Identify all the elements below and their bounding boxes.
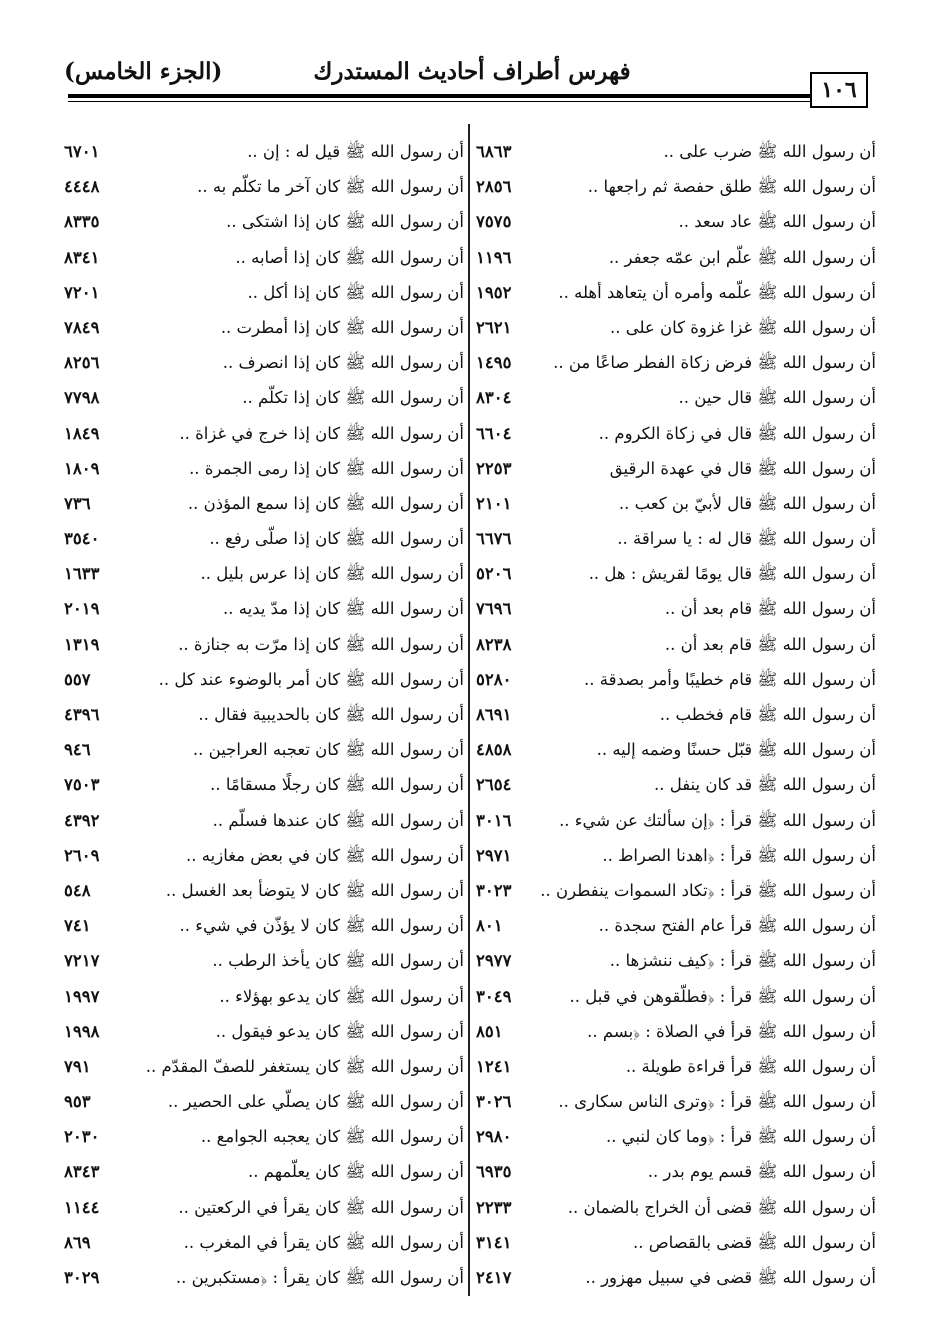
index-entry xyxy=(476,697,876,732)
entry-number: ٢٠١٩ xyxy=(64,599,100,619)
entry-text: أن رسول الله ﷺ قرأ : ﴿تكاد السموات ينفطرن .. xyxy=(540,880,876,900)
entry-text: أن رسول الله ﷺ كان إذا صلّى رفع .. xyxy=(209,529,464,549)
index-entry xyxy=(64,345,464,380)
entry-number: ٦٦٧٦ xyxy=(476,529,512,549)
entry-number: ٤٣٩٦ xyxy=(64,705,100,724)
index-entry xyxy=(64,838,464,873)
index-entry xyxy=(476,943,876,978)
entry-text: أن رسول الله ﷺ علّم ابن عمّه جعفر .. xyxy=(608,247,876,267)
entry-number: ٣٠٢٣ xyxy=(476,880,512,900)
entry-number: ٧٨٤٩ xyxy=(64,317,100,337)
index-entry xyxy=(64,943,464,978)
index-entry xyxy=(476,838,876,873)
entry-text: أن رسول الله ﷺ قال في عهدة الرقيق xyxy=(609,458,876,478)
entry-number: ٩٥٣ xyxy=(64,1092,91,1112)
entry-number: ١٢٤١ xyxy=(476,1056,512,1076)
index-entry xyxy=(64,1154,464,1189)
entry-number: ٨٢٣٨ xyxy=(476,634,512,654)
entry-number: ٩٤٦ xyxy=(64,740,91,760)
index-entry xyxy=(476,204,876,239)
page-title: فهرس أطراف أحاديث المستدرك xyxy=(313,58,631,85)
entry-text: أن رسول الله ﷺ كان إذا سمع المؤذن .. xyxy=(187,493,464,513)
entry-text: أن رسول الله ﷺ قيل له : إن .. xyxy=(247,142,464,161)
index-entry xyxy=(476,310,876,345)
entry-text: أن رسول الله ﷺ كان يدعو بهؤلاء .. xyxy=(219,986,464,1006)
entry-number: ٧٥٧٥ xyxy=(476,212,512,232)
entry-number: ١١٤٤ xyxy=(64,1197,100,1217)
entry-text: أن رسول الله ﷺ قرأ في الصلاة : ﴿بسم .. xyxy=(587,1021,876,1041)
entry-text: أن رسول الله ﷺ قال لأبيّ بن كعب .. xyxy=(618,493,876,513)
index-entry xyxy=(64,134,464,169)
entry-number: ٢٢٥٣ xyxy=(476,458,512,478)
index-entry xyxy=(476,275,876,310)
right-column xyxy=(476,134,876,1295)
entry-number: ٢٠٣٠ xyxy=(64,1127,100,1147)
entry-number: ١٩٩٨ xyxy=(64,1021,100,1041)
entry-text: أن رسول الله ﷺ كان يصلّي على الحصير .. xyxy=(167,1092,464,1112)
entry-number: ٨٣٤١ xyxy=(64,247,100,267)
index-entry xyxy=(64,1084,464,1119)
entry-text: أن رسول الله ﷺ كان إذا مدّ يديه .. xyxy=(222,599,464,619)
entry-number: ٣٠٢٦ xyxy=(476,1092,512,1112)
entry-number: ٨٦٩١ xyxy=(476,705,512,724)
entry-text: أن رسول الله ﷺ طلق حفصة ثم راجعها .. xyxy=(587,177,876,197)
entry-number: ٨٢٥٦ xyxy=(64,353,100,373)
page-header xyxy=(62,52,870,114)
index-entry xyxy=(476,169,876,204)
entry-number: ٨٣٠٤ xyxy=(476,388,512,408)
entry-text: أن رسول الله ﷺ كان يعجبه الجوامع .. xyxy=(200,1127,464,1147)
entry-number: ٢٦٥٤ xyxy=(476,775,512,795)
entry-text: أن رسول الله ﷺ كان بالحديبية فقال .. xyxy=(198,705,464,724)
entry-text: أن رسول الله ﷺ كان إذا عرس بليل .. xyxy=(200,564,464,584)
index-entry xyxy=(64,556,464,591)
entry-number: ٨٣٤٣ xyxy=(64,1162,100,1182)
index-entry xyxy=(64,979,464,1014)
entry-number: ٦٩٣٥ xyxy=(476,1162,512,1182)
entry-number: ٥٢٨٠ xyxy=(476,669,512,689)
index-entry xyxy=(64,451,464,486)
index-entry xyxy=(476,1049,876,1084)
entry-text: أن رسول الله ﷺ قرأ : ﴿وما كان لنبي .. xyxy=(605,1127,876,1147)
entry-text: أن رسول الله ﷺ كان آخر ما تكلّم به .. xyxy=(197,177,464,197)
entry-text: أن رسول الله ﷺ قضى أن الخراج بالضمان .. xyxy=(567,1197,876,1217)
entry-number: ٣٠١٦ xyxy=(476,810,512,830)
entry-text: أن رسول الله ﷺ قضى بالقصاص .. xyxy=(632,1232,876,1252)
entry-text: أن رسول الله ﷺ كان إذا أكل .. xyxy=(247,282,464,302)
entry-text: أن رسول الله ﷺ كان يقرأ : ﴿مستكبرين .. xyxy=(175,1268,464,1287)
index-entry xyxy=(476,486,876,521)
index-entry xyxy=(476,1260,876,1295)
entry-number: ٧٧٩٨ xyxy=(64,388,100,408)
entry-text: أن رسول الله ﷺ كان إذا اشتكى .. xyxy=(226,212,464,232)
index-entry xyxy=(476,873,876,908)
entry-text: أن رسول الله ﷺ كان يقرأ في المغرب .. xyxy=(183,1232,464,1252)
entry-text: أن رسول الله ﷺ كان يأخذ الرطب .. xyxy=(212,951,464,971)
index-entry xyxy=(476,380,876,415)
index-entry xyxy=(64,1260,464,1295)
entry-text: أن رسول الله ﷺ كان يدعو فيقول .. xyxy=(215,1021,464,1041)
entry-text: أن رسول الله ﷺ كان لا يتوضأ بعد الغسل .. xyxy=(165,880,464,900)
index-entry xyxy=(476,134,876,169)
entry-number: ٥٥٧ xyxy=(64,669,91,689)
entry-text: أن رسول الله ﷺ قال حين .. xyxy=(678,388,876,408)
entry-number: ١٤٩٥ xyxy=(476,353,512,373)
entry-number: ٦٦٠٤ xyxy=(476,423,512,443)
index-entry xyxy=(64,240,464,275)
entry-number: ٧٢٠١ xyxy=(64,282,100,302)
entry-number: ٣٠٢٩ xyxy=(64,1268,100,1287)
entry-number: ٨٥١ xyxy=(476,1021,503,1041)
index-entry xyxy=(476,556,876,591)
index-entry xyxy=(64,1014,464,1049)
entry-number: ١٩٥٢ xyxy=(476,282,512,302)
left-column xyxy=(64,134,464,1295)
entry-number: ٧٢١٧ xyxy=(64,951,100,971)
entry-text: أن رسول الله ﷺ غزا غزوة كان على .. xyxy=(609,317,876,337)
entry-text: أن رسول الله ﷺ ضرب على .. xyxy=(663,142,876,161)
entry-text: أن رسول الله ﷺ قرأ عام الفتح سجدة .. xyxy=(598,916,876,936)
index-entry xyxy=(64,380,464,415)
entry-text: أن رسول الله ﷺ قد كان ينفل .. xyxy=(653,775,876,795)
index-entry xyxy=(64,662,464,697)
entry-text: أن رسول الله ﷺ كان لا يؤذّن في شيء .. xyxy=(179,916,464,936)
entry-text: أن رسول الله ﷺ كان رجلًا مسقامًا .. xyxy=(210,775,464,795)
entry-text: أن رسول الله ﷺ قال له : يا سراقة .. xyxy=(617,529,876,549)
index-entry xyxy=(476,1154,876,1189)
entry-number: ٨٣٣٥ xyxy=(64,212,100,232)
index-entry xyxy=(476,1190,876,1225)
entry-text: أن رسول الله ﷺ كان عندها فسلّم .. xyxy=(212,810,464,830)
index-entry xyxy=(64,204,464,239)
entry-text: أن رسول الله ﷺ كان يقرأ في الركعتين .. xyxy=(178,1197,464,1217)
entry-number: ٣٥٤٠ xyxy=(64,529,100,549)
entry-number: ٢٩٧٧ xyxy=(476,951,512,971)
entry-number: ٢٦٠٩ xyxy=(64,845,100,865)
index-entry xyxy=(476,345,876,380)
entry-text: أن رسول الله ﷺ قام فخطب .. xyxy=(659,705,876,724)
index-entry xyxy=(476,767,876,802)
entry-text: أن رسول الله ﷺ كان إذا أمطرت .. xyxy=(220,317,464,337)
page-number: ١٠٦ xyxy=(810,72,868,108)
entry-number: ٢٦٢١ xyxy=(476,317,512,337)
entry-number: ٤٤٤٨ xyxy=(64,177,100,197)
entry-text: أن رسول الله ﷺ عاد سعد .. xyxy=(678,212,876,232)
entry-number: ٥٢٠٦ xyxy=(476,564,512,584)
entry-text: أن رسول الله ﷺ كان إذا مرّت به جنازة .. xyxy=(178,634,464,654)
entry-number: ٧٣٦ xyxy=(64,493,91,513)
entry-number: ١٦٣٣ xyxy=(64,564,100,584)
entry-text: أن رسول الله ﷺ كان تعجبه العراجين .. xyxy=(192,740,464,760)
entry-number: ١٣١٩ xyxy=(64,634,100,654)
entry-text: أن رسول الله ﷺ قرأ قراءة طويلة .. xyxy=(625,1056,876,1076)
entry-text: أن رسول الله ﷺ قضى في سبيل مهزور .. xyxy=(585,1268,876,1287)
entry-text: أن رسول الله ﷺ كان في بعض مغازيه .. xyxy=(186,845,464,865)
index-entry xyxy=(476,908,876,943)
index-entry xyxy=(476,627,876,662)
entry-number: ٢٢٣٣ xyxy=(476,1197,512,1217)
entry-number: ٦٧٠١ xyxy=(64,142,100,161)
entry-text: أن رسول الله ﷺ علّمه وأمره أن يتعاهد أهله .. xyxy=(558,282,876,302)
entry-text: أن رسول الله ﷺ قرأ : ﴿اهدنا الصراط .. xyxy=(602,845,876,865)
entry-text: أن رسول الله ﷺ قام بعد أن .. xyxy=(664,599,876,619)
entry-number: ٢٩٨٠ xyxy=(476,1127,512,1147)
entry-number: ٧٥٠٣ xyxy=(64,775,100,795)
entry-number: ٢٤١٧ xyxy=(476,1268,512,1287)
volume-label: (الجزء الخامس) xyxy=(64,58,223,85)
entry-text: أن رسول الله ﷺ كان إذا خرج في غزاة .. xyxy=(179,423,464,443)
entry-number: ٣١٤١ xyxy=(476,1232,512,1252)
entry-number: ١٨٤٩ xyxy=(64,423,100,443)
index-entry xyxy=(64,1119,464,1154)
entry-text: أن رسول الله ﷺ قرأ : ﴿فطلّقوهن في قبل .. xyxy=(569,986,876,1006)
index-entry xyxy=(64,169,464,204)
entry-text: أن رسول الله ﷺ كان يعلّمهم .. xyxy=(248,1162,464,1182)
entry-number: ٧٦٩٦ xyxy=(476,599,512,619)
entry-text: أن رسول الله ﷺ قرأ : ﴿وترى الناس سكارى .. xyxy=(558,1092,876,1112)
entry-number: ٤٨٥٨ xyxy=(476,740,512,760)
index-entry xyxy=(64,310,464,345)
entry-number: ٢١٠١ xyxy=(476,493,512,513)
index-entry xyxy=(64,591,464,626)
index-entry xyxy=(476,521,876,556)
index-entry xyxy=(64,803,464,838)
entry-text: أن رسول الله ﷺ قرأ : ﴿إن سألتك عن شيء .. xyxy=(559,810,876,830)
index-entry xyxy=(64,1049,464,1084)
index-entry xyxy=(64,697,464,732)
index-entry xyxy=(476,803,876,838)
entry-number: ٧٩١ xyxy=(64,1056,91,1076)
index-entry xyxy=(476,591,876,626)
entry-number: ١٩٩٧ xyxy=(64,986,100,1006)
header-rule-thin xyxy=(68,101,812,102)
index-entry xyxy=(64,767,464,802)
entry-number: ٢٩٧١ xyxy=(476,845,512,865)
index-entry xyxy=(64,486,464,521)
index-entry xyxy=(476,451,876,486)
index-entry xyxy=(476,1225,876,1260)
index-entry xyxy=(64,1225,464,1260)
index-entry xyxy=(64,627,464,662)
entry-text: أن رسول الله ﷺ قال يومًا لقريش : هل .. xyxy=(588,564,876,584)
index-entry xyxy=(476,416,876,451)
entry-text: أن رسول الله ﷺ قرأ : ﴿كيف ننشزها .. xyxy=(609,951,876,971)
index-entry xyxy=(64,732,464,767)
index-entry xyxy=(476,732,876,767)
entry-number: ٦٨٦٣ xyxy=(476,142,512,161)
entry-text: أن رسول الله ﷺ كان يستغفر للصفّ المقدّم .. xyxy=(145,1056,464,1076)
entry-number: ٣٠٤٩ xyxy=(476,986,512,1006)
index-entry xyxy=(476,240,876,275)
entry-text: أن رسول الله ﷺ قام بعد أن .. xyxy=(664,634,876,654)
entry-text: أن رسول الله ﷺ فرض زكاة الفطر صاعًا من .. xyxy=(553,353,876,373)
entry-number: ٨٦٩ xyxy=(64,1232,91,1252)
entry-text: أن رسول الله ﷺ قبّل حسنًا وضمه إليه .. xyxy=(596,740,876,760)
entry-number: ٤٣٩٢ xyxy=(64,810,100,830)
entry-number: ١٨٠٩ xyxy=(64,458,100,478)
index-entry xyxy=(476,662,876,697)
index-entry xyxy=(476,979,876,1014)
entry-text: أن رسول الله ﷺ قسم يوم بدر .. xyxy=(647,1162,876,1182)
header-rule xyxy=(68,94,812,98)
entry-number: ٢٨٥٦ xyxy=(476,177,512,197)
index-entry xyxy=(64,908,464,943)
index-entry xyxy=(476,1014,876,1049)
entry-text: أن رسول الله ﷺ كان إذا أصابه .. xyxy=(235,247,464,267)
entry-number: ٧٤١ xyxy=(64,916,91,936)
index-entry xyxy=(64,521,464,556)
entry-text: أن رسول الله ﷺ كان إذا رمى الجمرة .. xyxy=(189,458,464,478)
index-entry xyxy=(64,416,464,451)
entry-text: أن رسول الله ﷺ قال في زكاة الكروم .. xyxy=(598,423,876,443)
entry-text: أن رسول الله ﷺ كان إذا تكلّم .. xyxy=(242,388,464,408)
entry-number: ٥٤٨ xyxy=(64,880,91,900)
entry-text: أن رسول الله ﷺ كان أمر بالوضوء عند كل .. xyxy=(158,669,464,689)
index-entry xyxy=(476,1119,876,1154)
entry-number: ١١٩٦ xyxy=(476,247,512,267)
entry-number: ٨٠١ xyxy=(476,916,503,936)
index-entry xyxy=(476,1084,876,1119)
column-divider xyxy=(468,124,470,1296)
entry-text: أن رسول الله ﷺ كان إذا انصرف .. xyxy=(222,353,464,373)
index-entry xyxy=(64,275,464,310)
index-entry xyxy=(64,1190,464,1225)
entry-text: أن رسول الله ﷺ قام خطيبًا وأمر بصدقة .. xyxy=(584,669,876,689)
index-entry xyxy=(64,873,464,908)
